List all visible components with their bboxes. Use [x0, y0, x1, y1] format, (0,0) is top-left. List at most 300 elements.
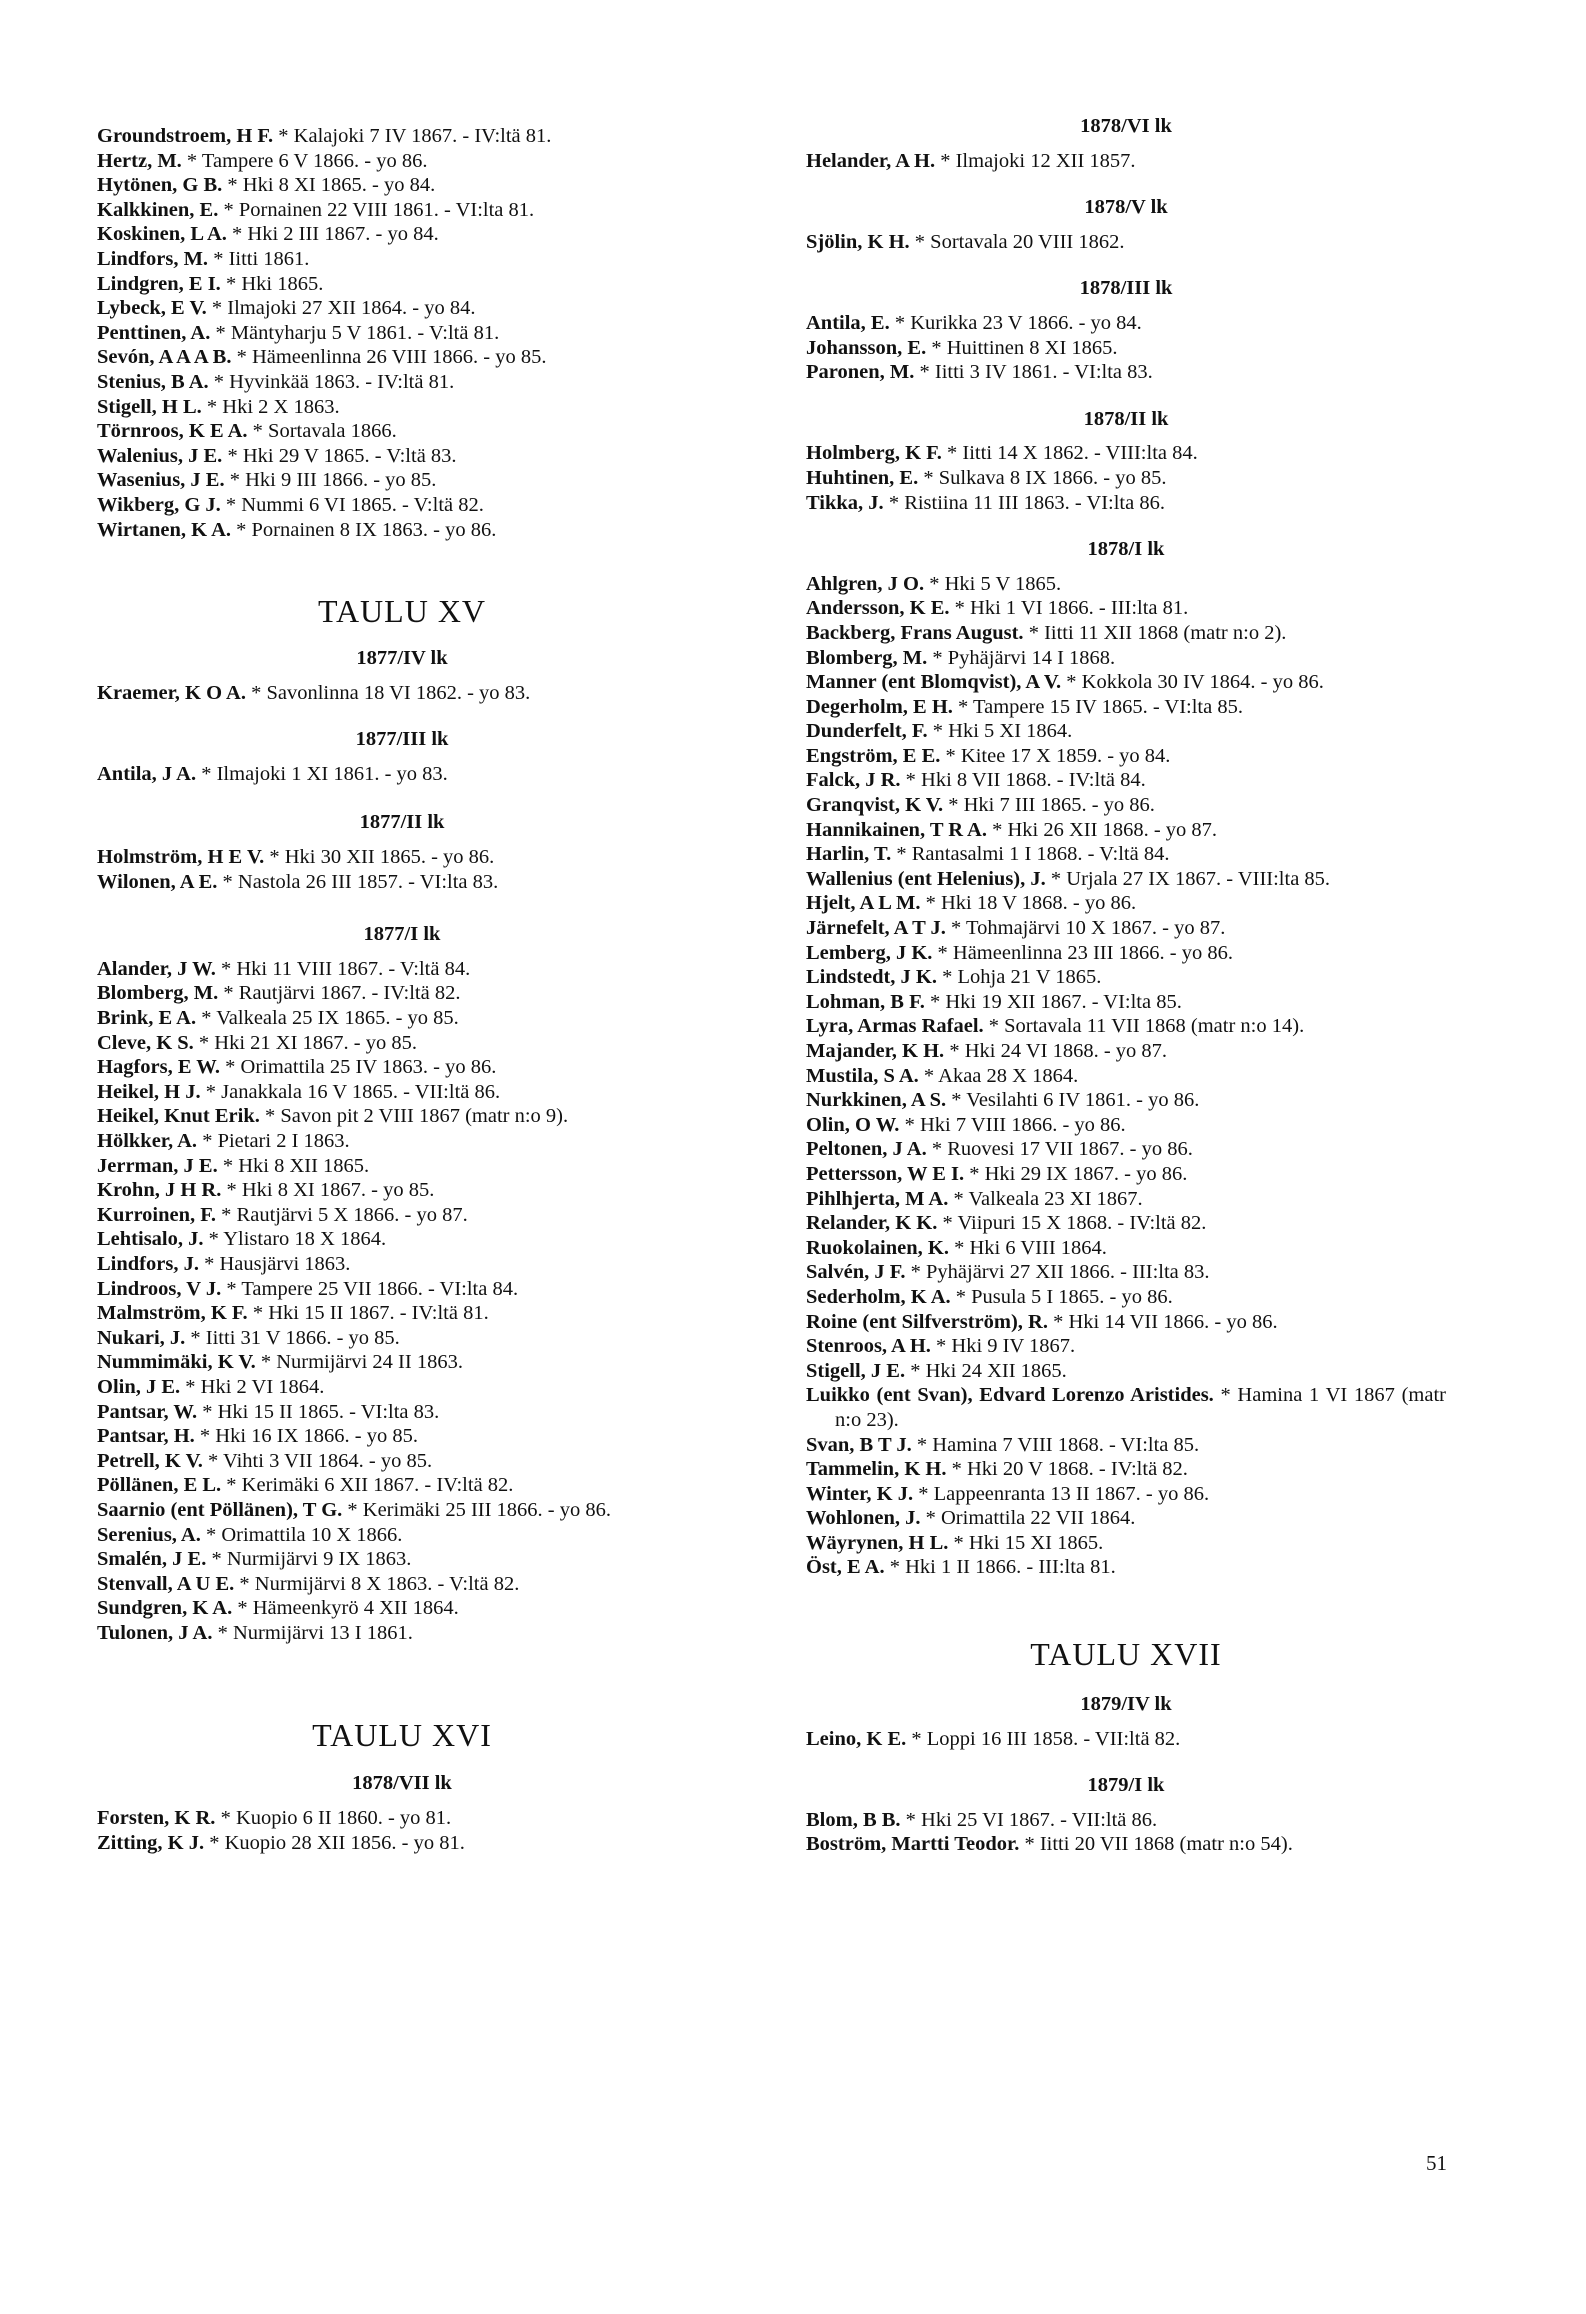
register-entry	[97, 1055, 707, 1080]
register-entry	[806, 1531, 1446, 1556]
register-entry	[806, 1359, 1446, 1384]
entry-name: Stigell, H L.	[97, 395, 202, 418]
class-heading: 1878/VI lk	[1080, 115, 1172, 137]
register-entry	[97, 762, 707, 787]
entry-details: * Tampere 15 IV 1865. - VI:lta 85.	[952, 695, 1243, 718]
entry-name: Lindroos, V J.	[97, 1277, 222, 1300]
entry-details: * Hki 14 VII 1866. - yo 86.	[1047, 1310, 1278, 1333]
entry-name: Boström, Martti Teodor.	[806, 1833, 1020, 1856]
entry-name: Malmström, K F.	[97, 1302, 248, 1325]
register-entry	[806, 1260, 1446, 1285]
entry-details: * Hki 1865.	[220, 272, 324, 295]
entry-details: * Tohmajärvi 10 X 1867. - yo 87.	[945, 917, 1226, 940]
entry-details: * Kurikka 23 V 1866. - yo 84.	[889, 311, 1142, 334]
register-entry	[806, 916, 1446, 941]
entry-name: Blomberg, M.	[97, 982, 219, 1005]
entry-name: Holmström, H E V.	[97, 846, 265, 869]
entry-name: Lyra, Armas Rafael.	[806, 1015, 984, 1038]
entry-details: * Viipuri 15 X 1868. - IV:ltä 82.	[937, 1212, 1207, 1235]
entry-name: Hertz, M.	[97, 149, 182, 172]
register-entry	[97, 222, 707, 247]
entry-name: Backberg, Frans August.	[806, 621, 1024, 644]
register-entry	[97, 1277, 707, 1302]
register-entry	[97, 198, 707, 223]
entry-details: * Sulkava 8 IX 1866. - yo 85.	[918, 466, 1167, 489]
class-heading: 1877/II lk	[359, 811, 445, 834]
entry-name: Holmberg, K F.	[806, 442, 942, 465]
entry-details: * Hki 8 XII 1865.	[217, 1154, 370, 1177]
entry-name: Lindstedt, J K.	[806, 966, 937, 989]
register-entry	[806, 1285, 1446, 1310]
entry-details: * Ilmajoki 27 XII 1864. - yo 84.	[206, 297, 476, 320]
entry-name: Lybeck, E V.	[97, 297, 207, 320]
entry-details: * Iitti 11 XII 1868 (matr n:o 2).	[1023, 621, 1287, 644]
register-entry	[97, 1350, 707, 1375]
entry-details: * Ristiina 11 III 1863. - VI:lta 86.	[883, 491, 1165, 514]
entry-details: * Hki 29 V 1865. - V:ltä 83.	[222, 444, 457, 467]
entry-details: * Lappeenranta 13 II 1867. - yo 86.	[913, 1482, 1210, 1505]
class-heading: 1877/I lk	[363, 923, 441, 946]
register-entry	[806, 818, 1446, 843]
entry-name: Forsten, K R.	[97, 1807, 216, 1830]
register-entry	[97, 1227, 707, 1252]
entry-name: Lemberg, J K.	[806, 941, 933, 964]
entry-name: Sundgren, K A.	[97, 1597, 233, 1620]
entry-details: * Hämeenkyrö 4 XII 1864.	[232, 1597, 459, 1620]
entry-name: Walenius, J E.	[97, 444, 223, 467]
register-entry	[806, 1832, 1446, 1857]
section-title: TAULU XV	[317, 593, 487, 630]
entry-details: * Hki 9 III 1866. - yo 85.	[224, 469, 437, 492]
entry-name: Harlin, T.	[806, 843, 892, 866]
entry-name: Tikka, J.	[806, 491, 884, 514]
entry-name: Heikel, Knut Erik.	[97, 1105, 260, 1128]
entry-name: Alander, J W.	[97, 957, 216, 980]
entry-name: Lindfors, J.	[97, 1252, 199, 1275]
register-entry	[97, 272, 707, 297]
entry-name: Olin, J E.	[97, 1375, 181, 1398]
entry-name: Sederholm, K A.	[806, 1285, 951, 1308]
entry-name: Granqvist, K V.	[806, 794, 944, 817]
register-entry	[806, 149, 1446, 174]
entry-name: Roine (ent Silfverström), R.	[806, 1310, 1048, 1333]
entry-details: * Hki 20 V 1868. - IV:ltä 82.	[946, 1458, 1188, 1481]
register-entry	[806, 1555, 1446, 1580]
entry-details: * Vesilahti 6 IV 1861. - yo 86.	[946, 1089, 1200, 1112]
entry-details: * Hki 7 III 1865. - yo 86.	[943, 794, 1155, 817]
entry-details: * Mäntyharju 5 V 1861. - V:ltä 81.	[210, 321, 500, 344]
entry-name: Stenvall, A U E.	[97, 1572, 235, 1595]
entry-details: * Pusula 5 I 1865. - yo 86.	[950, 1285, 1173, 1308]
entry-name: Cleve, K S.	[97, 1031, 194, 1054]
register-entry	[806, 1236, 1446, 1261]
register-entry	[806, 230, 1446, 255]
entry-details: * Hki 8 VII 1868. - IV:ltä 84.	[900, 769, 1146, 792]
register-entry	[97, 247, 707, 272]
entry-name: Brink, E A.	[97, 1007, 197, 1030]
entry-name: Stigell, J E.	[806, 1359, 906, 1382]
class-heading: 1878/I lk	[1087, 538, 1165, 561]
class-heading: 1879/I lk	[1087, 1774, 1165, 1797]
register-entry	[97, 1129, 707, 1154]
register-entry	[97, 1006, 707, 1031]
entry-details: * Hamina 7 VIII 1868. - VI:lta 85.	[911, 1433, 1200, 1456]
entry-name: Saarnio (ent Pöllänen), T G.	[97, 1498, 343, 1521]
entry-name: Törnroos, K E A.	[97, 420, 248, 443]
entry-name: Kraemer, K O A.	[97, 681, 246, 704]
entry-name: Wilonen, A E.	[97, 870, 218, 893]
entry-details: * Hki 15 XI 1865.	[948, 1531, 1104, 1554]
register-entry	[97, 1498, 707, 1523]
entry-details: * Lohja 21 V 1865.	[937, 966, 1102, 989]
register-entry	[97, 296, 707, 321]
register-entry	[806, 965, 1446, 990]
entry-name: Hagfors, E W.	[97, 1056, 221, 1079]
entry-details: * Rantasalmi 1 I 1868. - V:ltä 84.	[891, 843, 1170, 866]
entry-details: * Hki 1 II 1866. - III:lta 81.	[884, 1556, 1116, 1579]
entry-details: * Nastola 26 III 1857. - VI:lta 83.	[217, 870, 499, 893]
entry-name: Pöllänen, E L.	[97, 1474, 222, 1497]
entry-details: * Hki 2 VI 1864.	[180, 1375, 325, 1398]
entry-name: Nukari, J.	[97, 1326, 186, 1349]
entry-name: Järnefelt, A T J.	[806, 917, 946, 940]
entry-name: Wallenius (ent Helenius), J.	[806, 867, 1046, 890]
entry-name: Engström, E E.	[806, 744, 941, 767]
entry-details: * Rautjärvi 1867. - IV:ltä 82.	[218, 982, 461, 1005]
register-entry	[806, 1137, 1446, 1162]
entry-details: * Pyhäjärvi 27 XII 1866. - III:lta 83.	[905, 1261, 1210, 1284]
register-entry	[97, 370, 707, 395]
register-entry	[97, 1596, 707, 1621]
register-entry	[806, 1482, 1446, 1507]
entry-name: Olin, O W.	[806, 1113, 900, 1136]
entry-name: Pettersson, W E I.	[806, 1162, 965, 1185]
entry-name: Lindfors, M.	[97, 247, 209, 270]
entry-details: * Hki 8 XI 1865. - yo 84.	[222, 174, 436, 197]
entry-name: Groundstroem, H F.	[97, 125, 274, 147]
entry-details: * Hki 5 XI 1864.	[927, 720, 1073, 743]
register-entry	[97, 957, 707, 982]
entry-name: Ahlgren, J O.	[806, 572, 925, 595]
entry-name: Nurkkinen, A S.	[806, 1089, 947, 1112]
entry-details: * Savon pit 2 VIII 1867 (matr n:o 9).	[259, 1105, 569, 1128]
register-entry	[97, 493, 707, 518]
entry-details: * Hki 9 IV 1867.	[930, 1335, 1076, 1358]
entry-name: Wasenius, J E.	[97, 469, 225, 492]
entry-details: * Nurmijärvi 9 IX 1863.	[206, 1548, 412, 1571]
entry-details: * Kerimäki 6 XII 1867. - IV:ltä 82.	[221, 1474, 514, 1497]
entry-details: * Hki 2 X 1863.	[201, 395, 340, 418]
entry-name: Winter, K J.	[806, 1482, 914, 1505]
register-entry	[806, 311, 1446, 336]
entry-details: * Ylistaro 18 X 1864.	[203, 1228, 387, 1251]
entry-details: * Orimattila 22 VII 1864.	[920, 1507, 1136, 1530]
class-heading: 1878/II lk	[1083, 407, 1169, 430]
register-entry	[97, 1572, 707, 1597]
entry-details: * Kitee 17 X 1859. - yo 84.	[940, 744, 1171, 767]
register-entry	[97, 1178, 707, 1203]
register-entry	[97, 173, 707, 198]
entry-details: * Ruovesi 17 VII 1867. - yo 86.	[926, 1138, 1193, 1161]
register-entry	[97, 468, 707, 493]
entry-details: * Urjala 27 IX 1867. - VIII:lta 85.	[1045, 867, 1331, 890]
entry-name: Falck, J R.	[806, 769, 901, 792]
register-entry	[806, 1187, 1446, 1212]
entry-details: * Vihti 3 VII 1864. - yo 85.	[202, 1449, 433, 1472]
entry-details: * Sortavala 20 VIII 1862.	[909, 230, 1125, 253]
entry-details: * Hämeenlinna 26 VIII 1866. - yo 85.	[231, 346, 547, 369]
entry-name: Hölkker, A.	[97, 1130, 198, 1152]
entry-name: Pantsar, H.	[97, 1425, 195, 1448]
register-entry	[806, 842, 1446, 867]
entry-name: Huhtinen, E.	[806, 466, 919, 489]
right-column	[806, 115, 1446, 1857]
register-entry	[97, 1806, 707, 1831]
entry-details: * Hki 18 V 1868. - yo 86.	[920, 892, 1137, 915]
entry-name: Luikko (ent Svan), Edvard Lorenzo Aristides.	[806, 1384, 1214, 1407]
entry-details: * Nurmijärvi 24 II 1863.	[255, 1351, 463, 1374]
entry-name: Stenius, B A.	[97, 370, 209, 393]
entry-name: Lehtisalo, J.	[97, 1228, 204, 1251]
entry-details: * Pietari 2 I 1863.	[197, 1130, 350, 1152]
entry-name: Peltonen, J A.	[806, 1138, 927, 1161]
register-entry	[806, 1310, 1446, 1335]
register-entry	[97, 1301, 707, 1326]
register-entry	[97, 1252, 707, 1277]
entry-name: Jerrman, J E.	[97, 1154, 218, 1177]
register-entry	[97, 845, 707, 870]
entry-details: * Hki 21 XI 1867. - yo 85.	[193, 1031, 418, 1054]
entry-name: Koskinen, L A.	[97, 223, 227, 246]
entry-name: Blomberg, M.	[806, 646, 928, 669]
entry-details: * Hki 5 V 1865.	[924, 572, 1062, 595]
register-entry	[806, 695, 1446, 720]
entry-details: * Valkeala 25 IX 1865. - yo 85.	[196, 1007, 459, 1030]
entry-details: * Kuopio 6 II 1860. - yo 81.	[215, 1807, 452, 1830]
entry-name: Wikberg, G J.	[97, 493, 221, 516]
entry-name: Wohlonen, J.	[806, 1507, 921, 1530]
entry-details: * Hausjärvi 1863.	[198, 1252, 351, 1275]
entry-name: Ruokolainen, K.	[806, 1236, 949, 1259]
register-entry	[97, 1104, 707, 1129]
class-heading: 1878/VII lk	[352, 1772, 452, 1795]
register-entry	[806, 596, 1446, 621]
register-entry	[97, 444, 707, 469]
entry-name: Penttinen, A.	[97, 321, 211, 344]
register-entry	[806, 1211, 1446, 1236]
register-entry	[806, 1039, 1446, 1064]
entry-name: Pantsar, W.	[97, 1400, 198, 1423]
entry-details: * Hki 6 VIII 1864.	[948, 1236, 1107, 1259]
entry-name: Serenius, A.	[97, 1523, 201, 1546]
entry-name: Lindgren, E I.	[97, 272, 221, 295]
entry-name: Tulonen, J A.	[97, 1621, 213, 1644]
entry-details: * Iitti 14 X 1862. - VIII:lta 84.	[941, 442, 1198, 465]
register-entry	[97, 1523, 707, 1548]
register-entry	[97, 1326, 707, 1351]
entry-details: * Nurmijärvi 13 I 1861.	[212, 1621, 413, 1644]
entry-details: * Hki 29 IX 1867. - yo 86.	[964, 1162, 1188, 1185]
register-entry	[97, 870, 707, 895]
entry-name: Blom, B B.	[806, 1808, 901, 1831]
entry-details: * Loppi 16 III 1858. - VII:ltä 82.	[906, 1727, 1181, 1750]
entry-details: * Hyvinkää 1863. - IV:ltä 81.	[208, 370, 455, 393]
register-entry	[806, 941, 1446, 966]
entry-details: * Ilmajoki 12 XII 1857.	[935, 149, 1136, 172]
entry-details: * Janakkala 16 V 1865. - VII:ltä 86.	[200, 1080, 501, 1103]
entry-details: * Kuopio 28 XII 1856. - yo 81.	[204, 1831, 465, 1854]
entry-details: * Iitti 1861.	[208, 247, 310, 270]
entry-name: Andersson, K E.	[806, 597, 950, 620]
entry-details: * Savonlinna 18 VI 1862. - yo 83.	[245, 681, 531, 704]
entry-name: Öst, E A.	[806, 1556, 885, 1579]
register-entry	[806, 990, 1446, 1015]
entry-name: Svan, B T J.	[806, 1433, 912, 1456]
register-entry	[806, 1064, 1446, 1089]
section-title: TAULU XVI	[312, 1717, 492, 1754]
register-entry	[806, 466, 1446, 491]
register-entry	[97, 345, 707, 370]
register-entry	[97, 1203, 707, 1228]
register-entry	[806, 891, 1446, 916]
section-title: TAULU XVII	[1030, 1636, 1222, 1673]
entry-name: Leino, K E.	[806, 1727, 907, 1750]
entry-details: * Valkeala 23 XI 1867.	[948, 1187, 1143, 1210]
entry-details: * Hki 25 VI 1867. - VII:ltä 86.	[900, 1808, 1158, 1831]
entry-details: * Huittinen 8 XI 1865.	[926, 336, 1118, 359]
entry-details: * Pyhäjärvi 14 I 1868.	[927, 646, 1116, 669]
entry-details: * Hamina 1 VI 1867 (matr n:o 23).	[835, 1384, 1446, 1431]
register-entry	[97, 1080, 707, 1105]
entry-details: * Hki 24 XII 1865.	[905, 1359, 1067, 1382]
register-entry	[806, 768, 1446, 793]
class-heading: 1878/III lk	[1079, 277, 1173, 300]
register-entry	[806, 1014, 1446, 1039]
register-entry	[806, 1808, 1446, 1833]
entry-details: * Hki 24 VI 1868. - yo 87.	[944, 1040, 1168, 1062]
class-heading: 1877/IV lk	[356, 647, 448, 670]
entry-details: * Iitti 31 V 1866. - yo 85.	[185, 1326, 400, 1349]
entry-name: Degerholm, E H.	[806, 695, 953, 718]
entry-details: * Hämeenlinna 23 III 1866. - yo 86.	[932, 941, 1233, 964]
register-entry	[806, 491, 1446, 516]
register-entry	[806, 1162, 1446, 1187]
register-entry	[806, 670, 1446, 695]
entry-details: * Hki 15 II 1867. - IV:ltä 81.	[247, 1302, 489, 1325]
entry-name: Smalén, J E.	[97, 1548, 207, 1571]
entry-details: * Pornainen 8 IX 1863. - yo 86.	[231, 518, 497, 541]
class-heading: 1877/III lk	[355, 728, 449, 751]
register-entry	[806, 1433, 1446, 1458]
entry-details: * Pornainen 22 VIII 1861. - VI:lta 81.	[218, 198, 535, 221]
register-entry	[806, 621, 1446, 646]
entry-name: Manner (ent Blomqvist), A V.	[806, 671, 1062, 694]
entry-name: Kurroinen, F.	[97, 1203, 217, 1226]
entry-name: Paronen, M.	[806, 361, 915, 384]
entry-details: * Orimattila 25 IV 1863. - yo 86.	[220, 1056, 497, 1079]
register-entry	[806, 793, 1446, 818]
entry-name: Heikel, H J.	[97, 1080, 201, 1103]
entry-name: Sevón, A A A B.	[97, 346, 232, 369]
entry-details: * Tampere 6 V 1866. - yo 86.	[181, 149, 428, 172]
class-heading: 1879/IV lk	[1080, 1693, 1172, 1716]
entry-name: Krohn, J H R.	[97, 1179, 222, 1202]
entry-name: Antila, E.	[806, 311, 890, 334]
class-heading: 1878/V lk	[1084, 196, 1168, 219]
register-entry	[806, 646, 1446, 671]
register-entry	[806, 1334, 1446, 1359]
entry-details: * Iitti 3 IV 1861. - VI:lta 83.	[914, 361, 1153, 384]
entry-name: Hjelt, A L M.	[806, 892, 921, 915]
register-entry	[97, 419, 707, 444]
register-entry	[97, 149, 707, 174]
entry-details: * Hki 7 VIII 1866. - yo 86.	[899, 1113, 1126, 1136]
entry-name: Johansson, E.	[806, 336, 927, 359]
entry-name: Salvén, J F.	[806, 1261, 906, 1284]
entry-name: Kalkkinen, E.	[97, 198, 219, 221]
register-entry	[97, 1375, 707, 1400]
register-entry	[97, 518, 707, 543]
register-entry	[97, 1449, 707, 1474]
register-entry	[97, 1621, 707, 1646]
register-entry	[806, 719, 1446, 744]
entry-details: * Hki 19 XII 1867. - VI:lta 85.	[924, 990, 1182, 1013]
register-entry	[97, 321, 707, 346]
register-entry	[806, 336, 1446, 361]
entry-details: * Nurmijärvi 8 X 1863. - V:ltä 82.	[234, 1572, 520, 1595]
entry-name: Lohman, B F.	[806, 990, 925, 1013]
entry-details: * Kalajoki 7 IV 1867. - IV:ltä 81.	[273, 125, 552, 147]
register-entry	[806, 1383, 1446, 1432]
entry-details: * Hki 1 VI 1866. - III:lta 81.	[949, 597, 1189, 620]
entry-details: * Ilmajoki 1 XI 1861. - yo 83.	[196, 762, 448, 785]
left-column	[97, 124, 707, 1855]
register-entry	[97, 1154, 707, 1179]
register-entry	[97, 1031, 707, 1056]
entry-details: * Kokkola 30 IV 1864. - yo 86.	[1061, 671, 1324, 694]
register-entry	[97, 124, 707, 149]
register-entry	[806, 867, 1446, 892]
entry-details: * Hki 30 XII 1865. - yo 86.	[264, 846, 495, 869]
register-entry	[97, 1547, 707, 1572]
entry-name: Tammelin, K H.	[806, 1458, 947, 1481]
entry-details: * Nummi 6 VI 1865. - V:ltä 82.	[220, 493, 484, 516]
entry-details: * Orimattila 10 X 1866.	[200, 1523, 403, 1546]
register-entry	[806, 1457, 1446, 1482]
register-entry	[97, 1424, 707, 1449]
register-entry	[806, 1506, 1446, 1531]
entry-details: * Hki 16 IX 1866. - yo 85.	[194, 1425, 418, 1448]
entry-details: * Akaa 28 X 1864.	[918, 1064, 1079, 1087]
entry-name: Relander, K K.	[806, 1212, 938, 1235]
register-entry	[806, 441, 1446, 466]
register-entry	[806, 572, 1446, 597]
register-entry	[97, 681, 707, 706]
entry-name: Petrell, K V.	[97, 1449, 203, 1472]
register-entry	[806, 1113, 1446, 1138]
entry-details: * Iitti 20 VII 1868 (matr n:o 54).	[1019, 1833, 1293, 1856]
register-entry	[97, 981, 707, 1006]
entry-name: Stenroos, A H.	[806, 1335, 931, 1358]
entry-name: Hytönen, G B.	[97, 174, 223, 197]
entry-name: Pihlhjerta, M A.	[806, 1187, 949, 1210]
entry-name: Wirtanen, K A.	[97, 518, 232, 541]
entry-details: * Kerimäki 25 III 1866. - yo 86.	[342, 1498, 612, 1521]
entry-details: * Tampere 25 VII 1866. - VI:lta 84.	[221, 1277, 519, 1300]
entry-details: * Sortavala 1866.	[247, 420, 397, 443]
register-entry	[806, 1727, 1446, 1752]
entry-name: Helander, A H.	[806, 149, 936, 172]
